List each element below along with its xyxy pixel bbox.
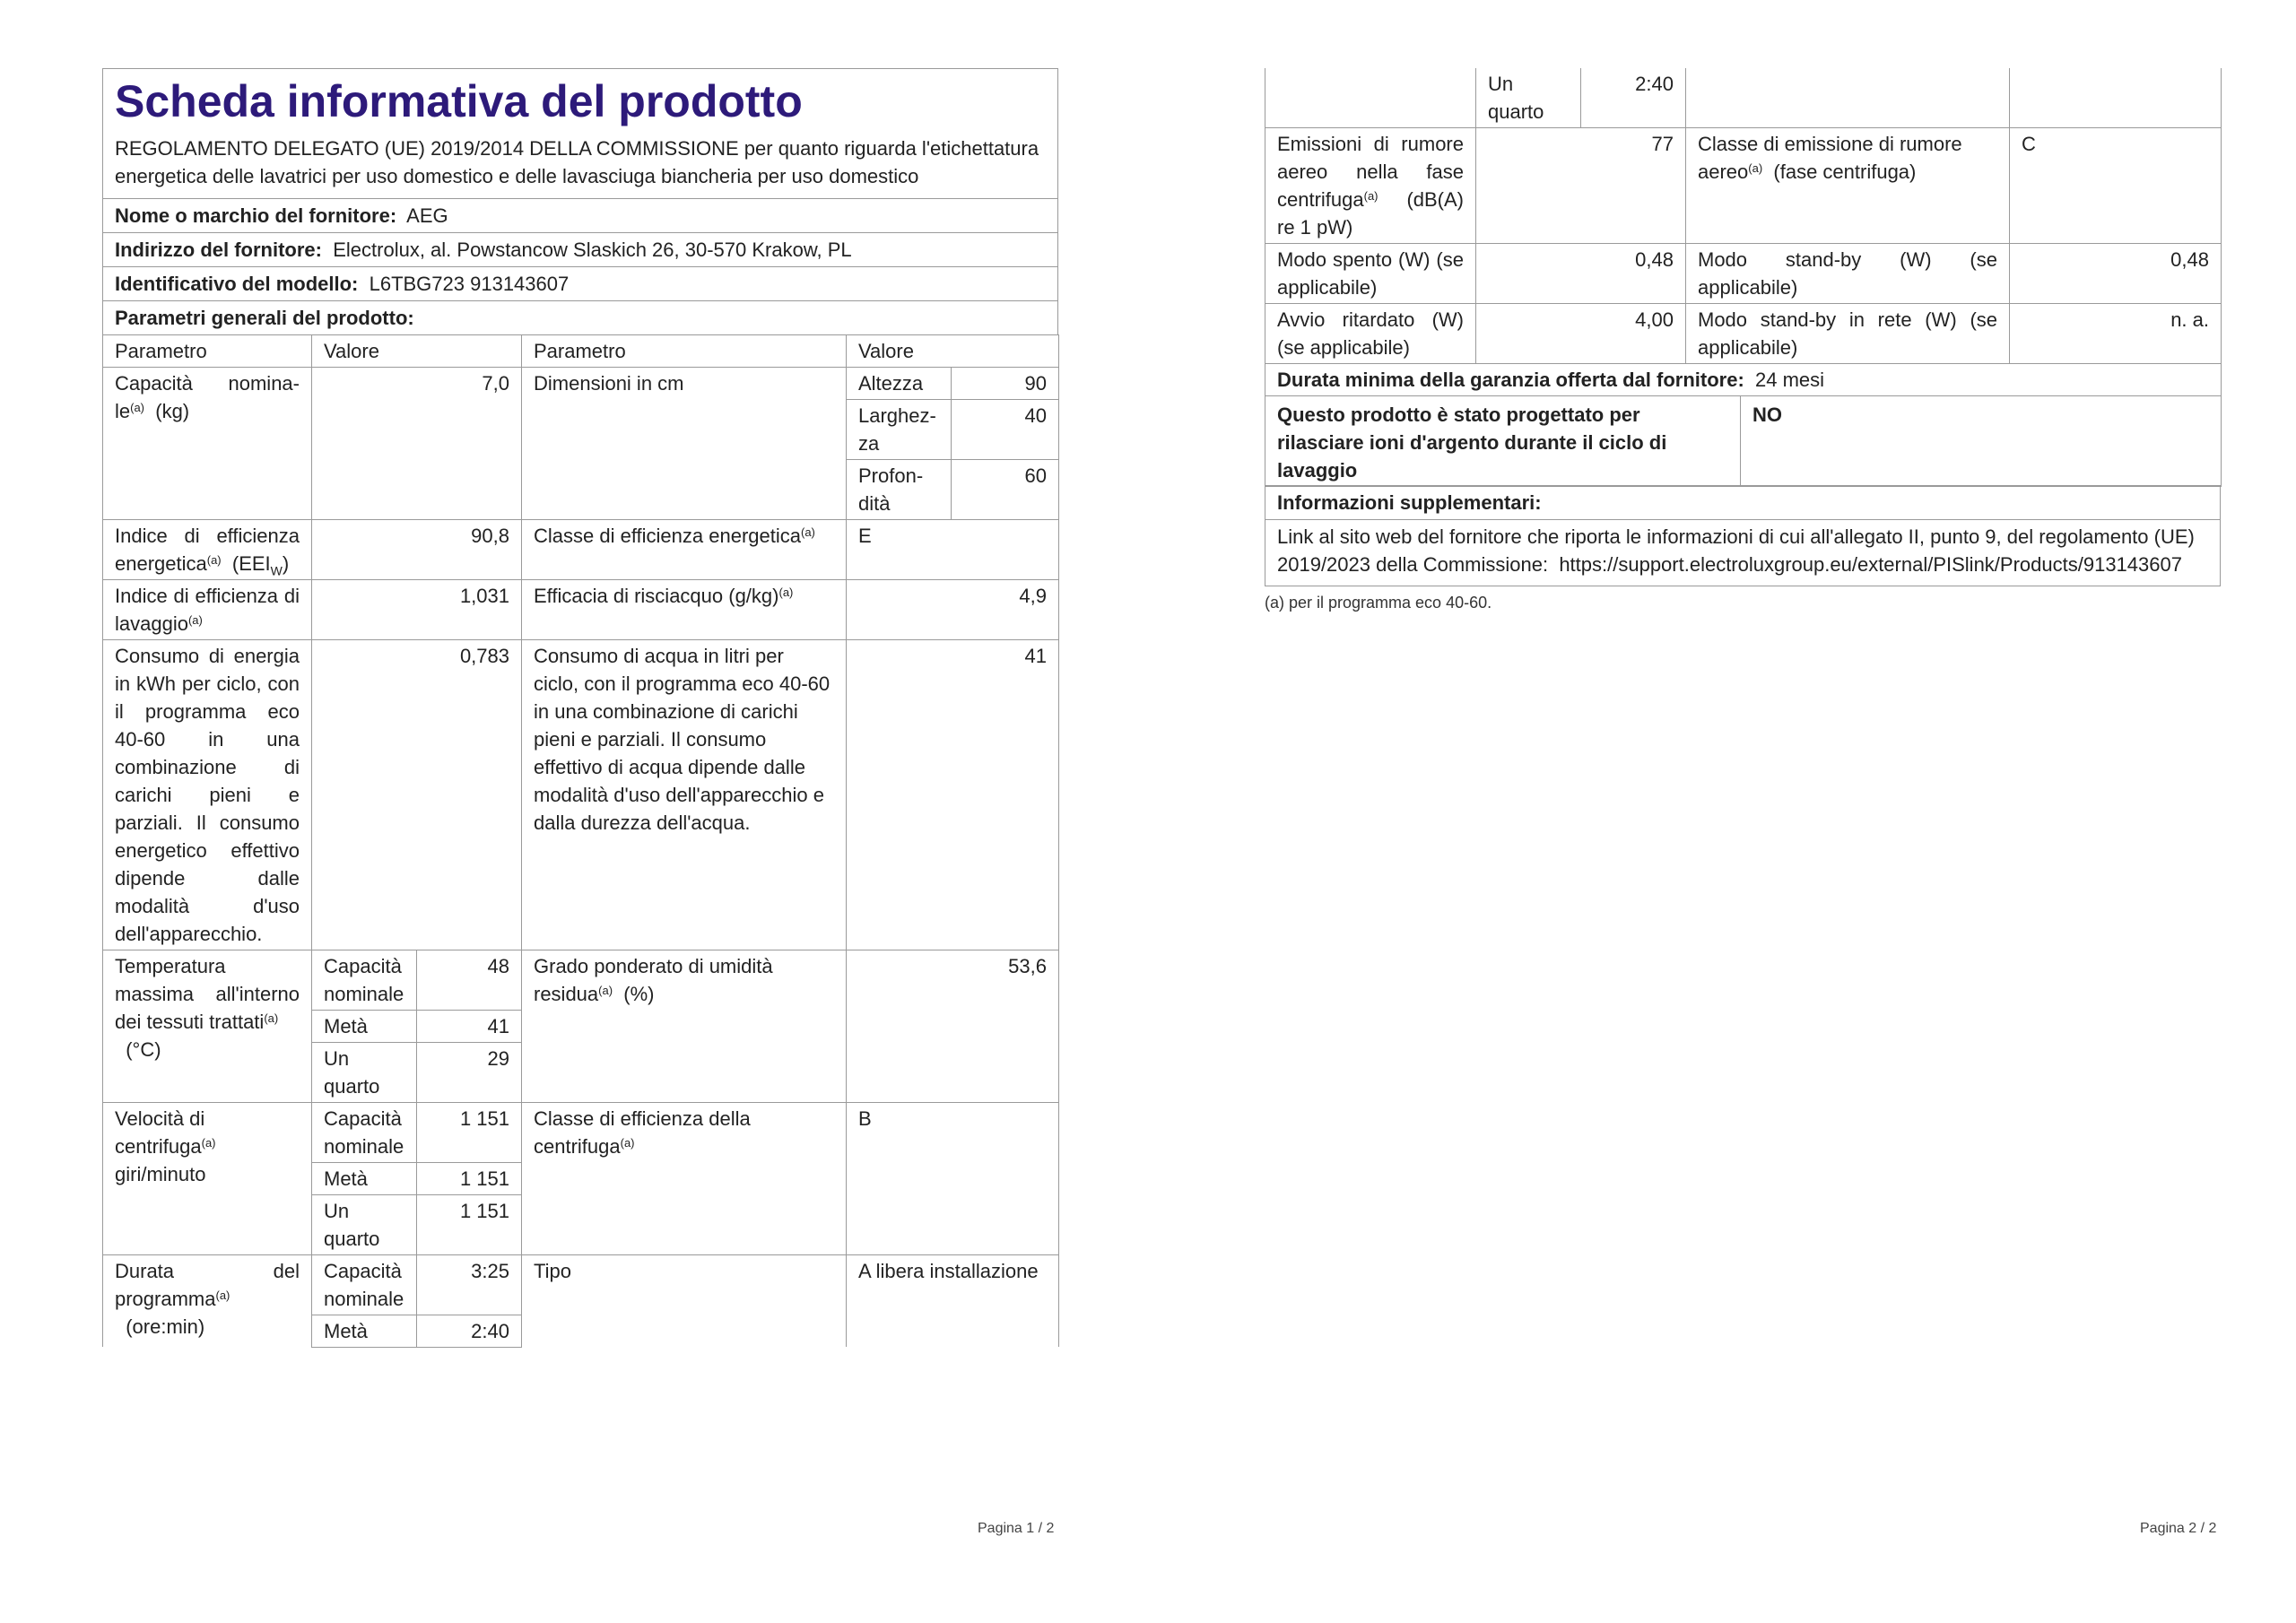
page-1 bbox=[102, 68, 1058, 1348]
width-value: 40 bbox=[952, 399, 1059, 459]
page-number-1: Pagina 1 / 2 bbox=[978, 1521, 1055, 1536]
eei-row: Indice di efficienza energetica$^{(a)}$ $(EEI_W)$ 90,8 Classe di efficienza energetica$^{(a)}$ E bbox=[103, 519, 1059, 579]
footnote-mark: (a) bbox=[264, 1011, 279, 1025]
duration-quarter-row: Un quarto 2:40 bbox=[1265, 68, 2222, 128]
spin-full-value: 1 151 bbox=[417, 1102, 522, 1162]
footnote-mark: (a) bbox=[801, 525, 815, 539]
temp-full-value: 48 bbox=[417, 950, 522, 1010]
water-consumption-value: 41 bbox=[847, 639, 1059, 950]
off-mode-value: 0,48 bbox=[1476, 244, 1686, 304]
footnote-mark: (a) bbox=[215, 1288, 230, 1302]
supplier-name-row: Nome o marchio del fornitore: AEG bbox=[103, 199, 1058, 233]
standby-value: 0,48 bbox=[2010, 244, 2222, 304]
footnote-mark: (a) bbox=[1748, 161, 1763, 175]
footnote-mark: (a) bbox=[130, 400, 145, 414]
network-standby-value: n. a. bbox=[2010, 304, 2222, 364]
supplier-name: AEG bbox=[406, 204, 448, 227]
page-number-2: Pagina 2 / 2 bbox=[2140, 1521, 2217, 1536]
duration-row: Durata del programma$^{(a)}$ (ore:min) Capacità nominale 3:25 Tipo A libera installazione bbox=[103, 1254, 1059, 1315]
duration-quarter-value: 2:40 bbox=[1581, 68, 1686, 128]
temp-quarter-value: 29 bbox=[417, 1042, 522, 1102]
supplier-address: Electrolux, al. Powstancow Slaskich 26, 30-570 Krakow, PL bbox=[333, 239, 852, 261]
general-params-row: Parametri generali del prodotto: bbox=[103, 301, 1058, 335]
temp-half-value: 41 bbox=[417, 1010, 522, 1042]
page-title: Scheda informativa del prodotto bbox=[115, 76, 803, 126]
column-header-row: Parametro Valore Parametro Valore bbox=[103, 334, 1059, 367]
silver-row: Questo prodotto è stato progettato per rilasciare ioni d'argento durante il ciclo di lavaggio NO bbox=[1265, 395, 2222, 486]
consumption-row: Consumo di energia in kWh per ciclo, con il programma eco 40-60 in una combinazione di carichi pieni e parziali. Il consumo energetico effettivo dipende dalle modalità d'uso dell'apparecchio. 0,783 Consumo di acqua in litri per ciclo, con il programma eco 40-60 in una combinazione di carichi pieni e parziali. Il consumo effettivo di acqua dipende dalle modalità d'uso dell'apparecchio e dalla durezza dell'acqua. 41 bbox=[103, 639, 1059, 950]
model-id: L6TBG723 913143607 bbox=[369, 273, 570, 295]
wash-index-value: 1,031 bbox=[312, 579, 522, 639]
noise-value: 77 bbox=[1476, 128, 1686, 244]
warranty-row: Durata minima della garanzia offerta dal fornitore: 24 mesi bbox=[1265, 364, 2222, 396]
spin-quarter-value: 1 151 bbox=[417, 1194, 522, 1254]
footnote-mark: (a) bbox=[620, 1135, 635, 1150]
additional-info-table: Informazioni supplementari: Link al sito web del fornitore che riporta le informazioni di cui all'allegato II, punto 9, del regolamento (UE) 2019/2023 della Commissione: https://support.electroluxgroup.eu/external/PISlink/Products/913143607 bbox=[1265, 485, 2221, 586]
parameters-table: Parametro Valore Parametro Valore Capacità nomina-$le^{(a)}$ (kg) 7,0 Dimensioni in cm Altezza 90 Larghez-za 40 Profon-dità 60 Indice di efficienza energetica$^{(a)}$ $(EEI_W)$ 90,8 Classe di efficienza energetica$^{(a)}$ E Indice di efficienza di lavaggio$^{(a)}$ 1,031 Efficacia di risciacquo $(g/kg)^{(a)}$ 4,9 Consumo di energia in kWh per ciclo, con il programma eco 40-60 in una combinazione di carichi pieni e parziali. Il consumo energetico effettivo dipende dalle modalità d'uso dell'apparecchio. 0,783 Consumo di acqua in litri per ciclo, con il programma eco 40-60 in una combinazione di carichi pieni e parziali. Il consumo effettivo di acqua dipende dalle modalità d'uso dell'apparecchio e dalla durezza dell'acqua. 41 Temperatura massima all'interno dei tessuti trattati$^{(a)}$ (°C) Capacità nominale 48 Grado ponderato di umidità residua$^{(a)}$ (%) 53,6 Metà 41 Un quarto 29 Velocità di centrifuga$^{(a)}$ giri/minuto Capacità nominale 1 151 Classe di efficienza della centrifuga$^{(a)}$ B Metà 1 151 Un quarto 1 151 Durata del programma$^{(a)}$ (ore:min) Capacità nominale 3:25 Tipo A libera installazione Metà 2:40 bbox=[102, 334, 1059, 1348]
type-value: A libera installazione bbox=[847, 1254, 1059, 1347]
off-mode-row: Modo spento (W) (se applicabile) 0,48 Modo stand-by (W) (se applicabile) 0,48 bbox=[1265, 244, 2222, 304]
supplier-address-row: Indirizzo del fornitore: Electrolux, al. Powstancow Slaskich 26, 30-570 Krakow, PL bbox=[103, 233, 1058, 267]
model-row: Identificativo del modello: L6TBG723 913143607 bbox=[103, 267, 1058, 301]
spin-class-value: B bbox=[847, 1102, 1059, 1254]
duration-half-value: 2:40 bbox=[417, 1315, 522, 1347]
noise-class-value: C bbox=[2010, 128, 2222, 244]
rinse-value: 4,9 bbox=[847, 579, 1059, 639]
capacity-value: 7,0 bbox=[312, 367, 522, 519]
footnote-mark: (a) bbox=[201, 1135, 216, 1150]
delay-row: Avvio ritardato (W) (se applicabile) 4,00 Modo stand-by in rete (W) (se applicabile) n. a. bbox=[1265, 304, 2222, 364]
header-table bbox=[102, 68, 1058, 335]
spin-half-value: 1 151 bbox=[417, 1162, 522, 1194]
spin-row: Velocità di centrifuga$^{(a)}$ giri/minuto Capacità nominale 1 151 Classe di efficienza della centrifuga$^{(a)}$ B bbox=[103, 1102, 1059, 1162]
eei-value: 90,8 bbox=[312, 519, 522, 579]
depth-value: 60 bbox=[952, 459, 1059, 519]
wash-index-row: Indice di efficienza di lavaggio$^{(a)}$ 1,031 Efficacia di risciacquo $(g/kg)^{(a)}$ 4,9 bbox=[103, 579, 1059, 639]
footnote-mark: (a) bbox=[598, 983, 613, 997]
continued-table bbox=[1265, 68, 2222, 396]
footnote-mark: (a) bbox=[1363, 189, 1378, 203]
footnote-mark: (a) bbox=[206, 552, 222, 567]
footnote-mark: (a) bbox=[778, 585, 794, 599]
energy-consumption-value: 0,783 bbox=[312, 639, 522, 950]
energy-class-value: E bbox=[847, 519, 1059, 579]
temperature-row: Temperatura massima all'interno dei tessuti trattati$^{(a)}$ (°C) Capacità nominale 48 Grado ponderato di umidità residua$^{(a)}$ (%) 53,6 bbox=[103, 950, 1059, 1010]
footnote: (a) per il programma eco 40-60. bbox=[1265, 594, 1492, 612]
silver-table bbox=[1265, 395, 2222, 487]
silver-value: NO bbox=[1752, 403, 1782, 426]
footnote-mark: (a) bbox=[187, 612, 203, 627]
duration-full-value: 3:25 bbox=[417, 1254, 522, 1315]
page-2 bbox=[1265, 68, 2221, 612]
capacity-row: Capacità nomina-$le^{(a)}$ (kg) 7,0 Dimensioni in cm Altezza 90 bbox=[103, 367, 1059, 399]
noise-row: Emissioni di rumore aereo nella fase centrifuga$^{(a)}$ (dB(A) re 1 pW) 77 Classe di emissione di rumore aereo$^{(a)}$ (fase centrifuga) C bbox=[1265, 128, 2222, 244]
warranty-value: 24 mesi bbox=[1755, 369, 1825, 391]
regulation-text: REGOLAMENTO DELEGATO (UE) 2019/2014 DELLA COMMISSIONE per quanto riguarda l'etichettatura energetica delle lavatrici per uso domestico e delle lavasciuga biancheria per uso domestico bbox=[115, 137, 1039, 187]
delay-value: 4,00 bbox=[1476, 304, 1686, 364]
moisture-value: 53,6 bbox=[847, 950, 1059, 1102]
height-value: 90 bbox=[952, 367, 1059, 399]
supplier-link[interactable]: https://support.electroluxgroup.eu/external/PISlink/Products/913143607 bbox=[1559, 553, 2182, 576]
